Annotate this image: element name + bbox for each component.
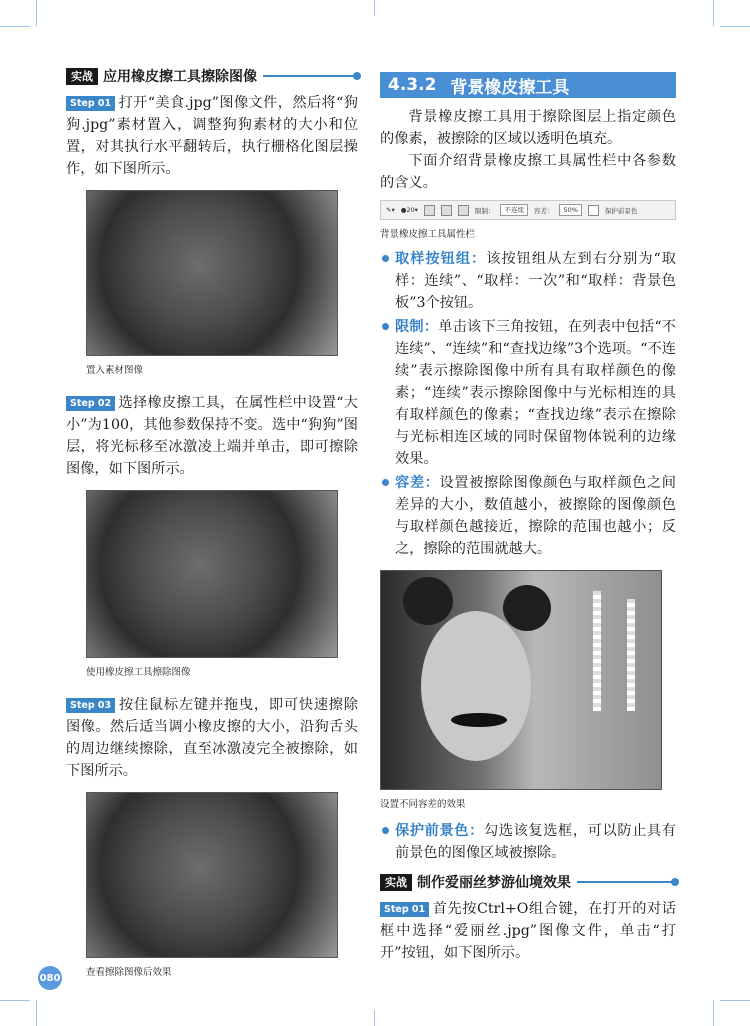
list-item — [380, 820, 676, 864]
hair-bun — [403, 577, 453, 625]
bullet-icon — [382, 255, 389, 262]
toolbar-caption: 背景橡皮擦工具属性栏 — [380, 229, 476, 240]
header-rule — [263, 75, 358, 77]
practice-header — [66, 66, 358, 86]
mustache-shape — [451, 713, 507, 727]
crop-mark — [0, 1000, 30, 1001]
bullet-term: 容差： — [395, 475, 440, 491]
bullet-term: 保护前景色： — [395, 823, 484, 839]
girl-mustache-photo — [380, 570, 662, 790]
practice-header — [380, 872, 676, 892]
bullet-icon — [382, 827, 389, 834]
crop-mark — [0, 26, 30, 27]
limit-label: 限制： — [474, 206, 495, 215]
bullet-list — [380, 248, 676, 560]
eraser-options-bar — [380, 200, 676, 220]
intro-paragraph — [380, 150, 676, 194]
list-item — [380, 248, 676, 314]
section-heading — [380, 72, 676, 98]
header-rule — [577, 881, 676, 883]
crop-mark — [713, 0, 714, 26]
practice-tag: 实战 — [380, 874, 412, 891]
section-number: 4.3.2 — [388, 75, 437, 95]
limit-select[interactable]: 不连续 — [500, 204, 528, 216]
bullet-text: 单击该下三角按钮，在列表中包括“不连续”、“连续”和“查找边缘”3个选项。“不连续”表示擦除图像中所有具有取样颜色的像素；“连续”表示擦除图像中与光标相连的具有取样颜色的像素；“查找边缘”表示在擦除与光标相连区域的同时保留物体锐利的边缘效果。 — [395, 319, 676, 467]
intro-paragraph — [380, 106, 676, 150]
hair-bun — [503, 585, 551, 631]
sample-continuous-button[interactable] — [424, 205, 435, 216]
eraser-tool-icon: ✎▾ — [386, 206, 395, 214]
step-text: 选择橡皮擦工具，在属性栏中设置“大小”为100，其他参数保持不变。选中“狗狗”图层，将光标移至冰激凌上端并单击，即可擦除图像，如下图所示。 — [66, 395, 358, 477]
step-text: 按住鼠标左键并拖曳，即可快速擦除图像。然后适当调小橡皮擦的大小，沿狗舌头的周边继续擦除，直至冰激凌完全被擦除，如下图所示。 — [66, 697, 358, 779]
sample-swatch-button[interactable] — [458, 205, 469, 216]
erased-stroke — [627, 599, 635, 711]
intro-text: 背景橡皮擦工具用于擦除图层上指定颜色的像素，被擦除的区域以透明色填充。 — [380, 109, 676, 147]
face-shape — [421, 611, 531, 761]
crop-mark — [720, 1000, 750, 1001]
figure-caption: 查看擦除图像后效果 — [86, 967, 172, 978]
right-column — [380, 72, 676, 964]
practice-title: 制作爱丽丝梦游仙境效果 — [417, 875, 571, 891]
step-text: 首先按Ctrl+O组合键，在打开的对话框中选择“爱丽丝.jpg”图像文件，单击“打开”按钮，如下图所示。 — [380, 901, 676, 961]
sample-once-button[interactable] — [441, 205, 452, 216]
step-label: Step 02 — [66, 396, 115, 411]
tolerance-input[interactable]: 50% — [559, 204, 581, 216]
bullet-term: 限制： — [395, 319, 439, 335]
section-title: 背景橡皮擦工具 — [450, 77, 570, 98]
brush-size-icon: ●20▾ — [400, 206, 418, 214]
step-label: Step 03 — [66, 698, 115, 713]
crop-mark — [713, 1000, 714, 1026]
left-column — [66, 66, 358, 978]
list-item — [380, 472, 676, 560]
bullet-icon — [382, 323, 389, 330]
intro-text: 下面介绍背景橡皮擦工具属性栏中各参数的含义。 — [380, 153, 676, 191]
erased-stroke — [593, 591, 601, 711]
food-dog-photo — [86, 190, 338, 356]
bullet-text: 设置被擦除图像颜色与取样颜色之间差异的大小，数值越小，被擦除的图像颜色与取样颜色越接近，擦除的范围也越小；反之，擦除的范围就越大。 — [395, 475, 676, 557]
figure-caption: 设置不同容差的效果 — [380, 799, 466, 810]
food-dog-photo — [86, 792, 338, 958]
page-number: 080 — [38, 966, 62, 990]
crop-mark — [720, 26, 750, 27]
crop-mark — [374, 1010, 375, 1026]
protect-foreground-checkbox[interactable] — [588, 205, 599, 216]
crop-mark — [36, 0, 37, 26]
bullet-text: 该按钮组从左到右分别为“取样：连续”、“取样：一次”和“取样：背景色板”3个按钮。 — [395, 251, 676, 311]
step-text: 打开“美食.jpg”图像文件，然后将“狗狗.jpg”素材置入，调整狗狗素材的大小和位置，对其执行水平翻转后，执行栅格化图层操作，如下图所示。 — [66, 95, 358, 177]
bullet-term: 取样按钮组： — [395, 251, 487, 267]
step-paragraph — [380, 898, 676, 964]
step-paragraph — [66, 92, 358, 180]
practice-title: 应用橡皮擦工具擦除图像 — [103, 69, 257, 85]
step-label: Step 01 — [380, 902, 429, 917]
tolerance-label: 容差： — [533, 206, 554, 215]
figure-caption: 使用橡皮擦工具擦除图像 — [86, 667, 191, 678]
step-paragraph — [66, 694, 358, 782]
bullet-icon — [382, 479, 389, 486]
list-item — [380, 316, 676, 470]
crop-mark — [36, 1000, 37, 1026]
step-paragraph — [66, 392, 358, 480]
brush-size-value: 20 — [406, 206, 415, 214]
figure-caption: 置入素材图像 — [86, 365, 144, 376]
practice-tag: 实战 — [66, 68, 98, 85]
bullet-text: 勾选该复选框，可以防止具有前景色的图像区域被擦除。 — [395, 823, 676, 861]
food-dog-photo — [86, 490, 338, 658]
protect-foreground-label: 保护前景色 — [604, 206, 638, 215]
step-label: Step 01 — [66, 96, 115, 111]
crop-mark — [374, 0, 375, 16]
